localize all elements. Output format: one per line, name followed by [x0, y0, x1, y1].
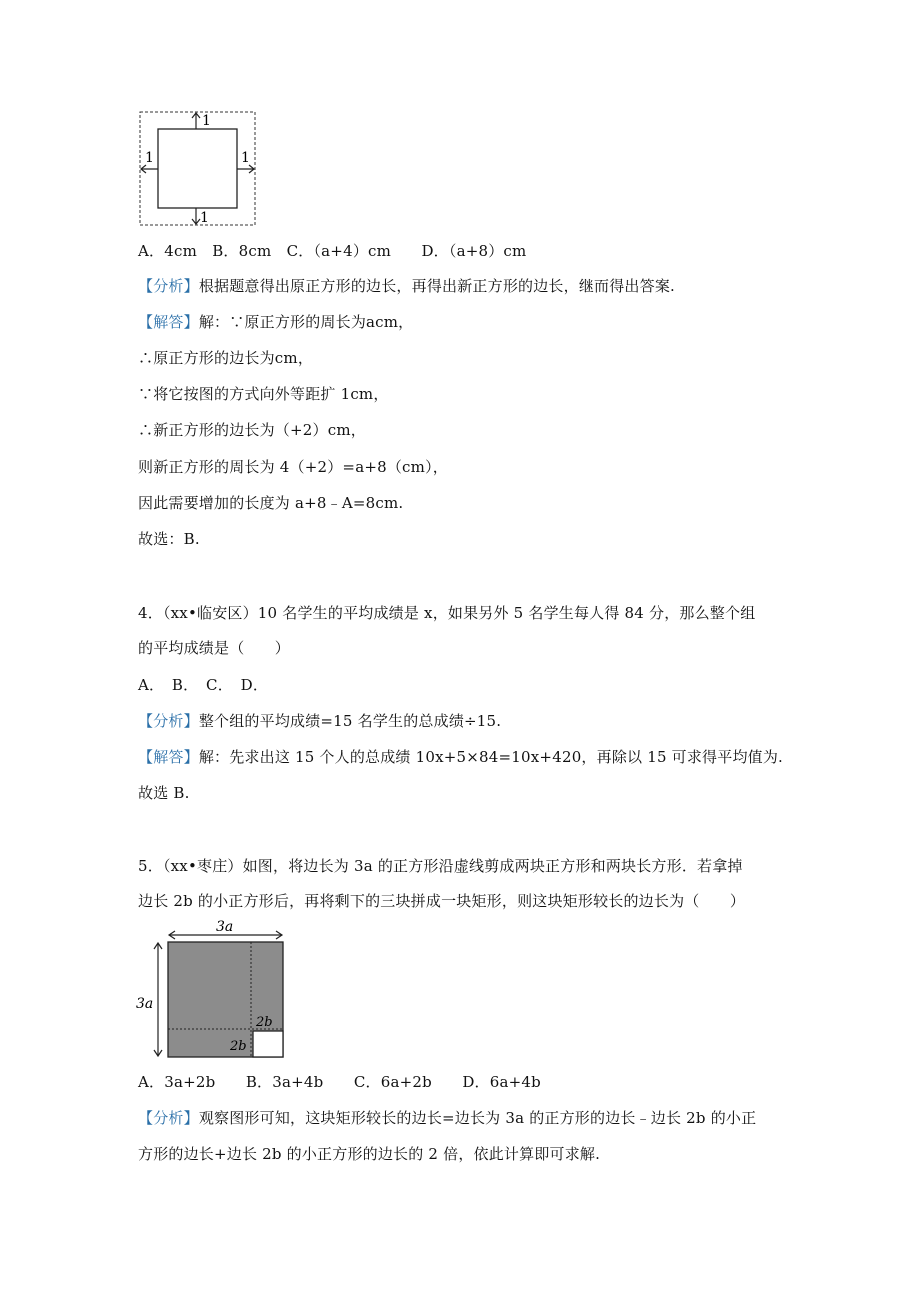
figure1-right-label: 1 [241, 150, 250, 166]
q3-solution-line: ∴新正方形的边长为（+2）cm， [138, 421, 366, 439]
q3-solution-line [138, 312, 413, 332]
analysis-tag: 【分析】 [138, 1109, 199, 1127]
arrow-left-icon [141, 165, 158, 173]
figure2-top-label: 3a [216, 919, 234, 935]
arrow-down-icon [192, 208, 200, 224]
solution-tag: 【解答】 [138, 748, 199, 766]
q3-solution-line: ∵将它按图的方式向外等距扩 1cm， [138, 385, 389, 403]
q5-options: A．3a+2b B．3a+4b C．6a+2b D．6a+4b [138, 1073, 541, 1091]
q5-stem: 5．（xx•枣庄）如图，将边长为 3a 的正方形沿虚线剪成两块正方形和两块长方形．若拿掉 [138, 857, 743, 875]
analysis-tag: 【分析】 [138, 712, 199, 730]
solution-tag: 【解答】 [138, 313, 199, 331]
figure2-bottom-label: 2b [230, 1039, 247, 1054]
bottom-right-white-square [253, 1031, 283, 1057]
q3-answer: 故选：B. [138, 530, 200, 548]
original-square [158, 129, 237, 208]
q4-analysis [138, 711, 501, 731]
q5-analysis-text: 观察图形可知，这块矩形较长的边长=边长为 3a 的正方形的边长﹣边长 2b 的小正 [198, 1109, 757, 1127]
q3-solution-line: 则新正方形的周长为 4（+2）=a+8（cm）， [138, 458, 448, 476]
figure2-left-label: 3a [136, 996, 154, 1012]
q3-analysis-text: 根据题意得出原正方形的边长，再得出新正方形的边长，继而得出答案. [198, 277, 675, 295]
double-arrow-vertical-icon [154, 943, 162, 1056]
analysis-tag: 【分析】 [138, 277, 199, 295]
q5-analysis: 方形的边长+边长 2b 的小正方形的边长的 2 倍，依此计算即可求解. [138, 1145, 601, 1163]
q3-analysis [138, 276, 675, 296]
figure1-top-label: 1 [202, 113, 211, 129]
q4-options: A． B． C． D． [138, 676, 269, 694]
q5-stem: 边长 2b 的小正方形后，再将剩下的三块拼成一块矩形，则这块矩形较长的边长为（ ） [138, 892, 746, 910]
figure1-left-label: 1 [145, 150, 154, 166]
figure2-inner-label: 2b [256, 1015, 273, 1030]
q4-solution [138, 747, 783, 767]
q3-solution-line: ∴原正方形的边长为cm， [138, 349, 314, 367]
q3-options: A．4cm B．8cm C．（a+4）cm D．（a+8）cm [138, 242, 527, 260]
q4-stem: 4．（xx•临安区）10 名学生的平均成绩是 x，如果另外 5 名学生每人得 84 分，那么整个组 [138, 604, 756, 622]
arrow-right-icon [237, 165, 254, 173]
q3-solution-line: 因此需要增加的长度为 a+8﹣A=8cm. [138, 494, 404, 512]
q4-analysis-text: 整个组的平均成绩=15 名学生的总成绩÷15. [198, 712, 502, 730]
q4-stem: 的平均成绩是（ ） [138, 639, 291, 657]
arrow-up-icon [192, 113, 200, 129]
figure1-bottom-label: 1 [200, 210, 209, 226]
q4-solution-text: 解：先求出这 15 个人的总成绩 10x+5×84=10x+420，再除以 15 可求得平均值为. [198, 748, 784, 766]
cut-square-figure [136, 917, 288, 1063]
q5-analysis [138, 1108, 756, 1128]
q4-answer: 故选 B. [138, 784, 190, 802]
q3-solution-text: 解：∵原正方形的周长为acm， [198, 313, 414, 331]
expanded-square-figure [138, 110, 258, 228]
